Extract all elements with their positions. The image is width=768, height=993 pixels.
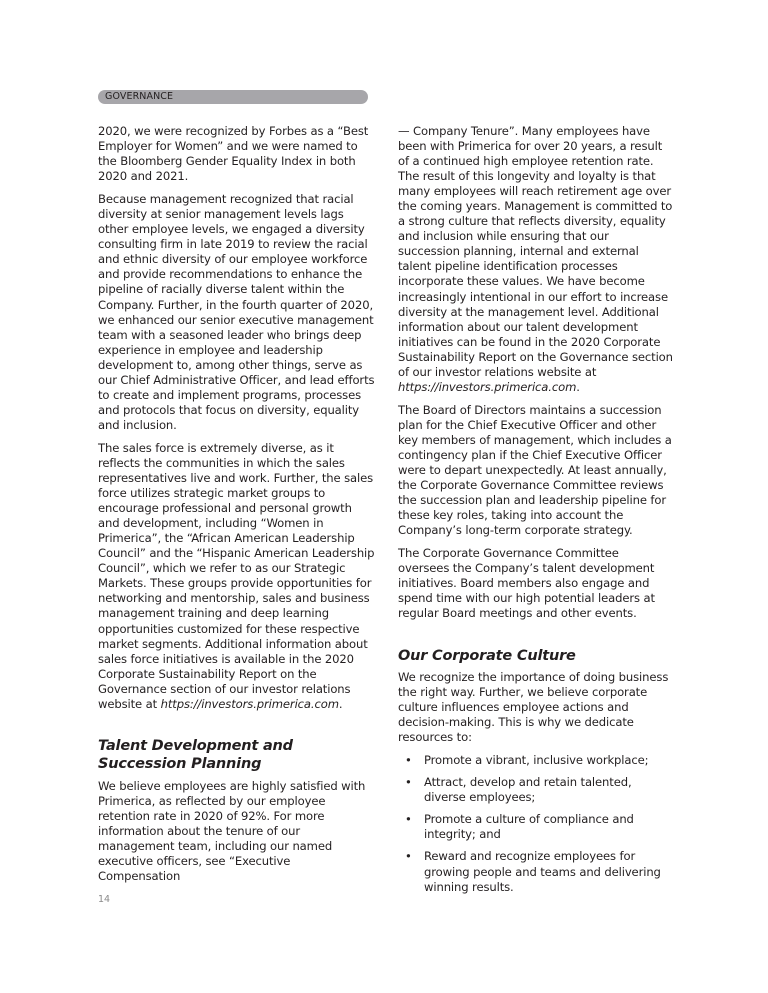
bullet-icon: • <box>405 775 412 790</box>
section-heading-talent-development: Talent Development and Succession Planning <box>98 737 293 773</box>
list-item-text: Reward and recognize employees for growing people and teams and delivering winning results. <box>424 849 661 894</box>
section-heading-corporate-culture: Our Corporate Culture <box>398 647 576 664</box>
culture-bullet-list <box>398 753 673 894</box>
paragraph <box>98 441 376 712</box>
section-header-bar <box>98 90 368 104</box>
investor-relations-link[interactable]: https://investors.primerica.com <box>160 696 339 711</box>
investor-relations-link[interactable]: https://investors.primerica.com <box>398 379 577 394</box>
bullet-icon: • <box>405 849 412 864</box>
list-item <box>398 775 673 805</box>
list-item <box>398 753 673 768</box>
left-column <box>98 124 376 892</box>
section-label: GOVERNANCE <box>105 91 174 102</box>
paragraph-end: . <box>338 696 343 711</box>
paragraph: Because management recognized that racial diversity at senior management levels lags other employee levels, we engaged a diversity consulting firm in late 2019 to review the racial and ethnic diversity of our employee workforce and provide recommendations to enhance the pipeline of racially diverse talent within the Company. Further, in the fourth quarter of 2020, we enhanced our senior executive management team with a seasoned leader who brings deep experience in employee and leadership development to, among other things, serve as our Chief Administrative Officer, and lead efforts to create and implement programs, processes and protocols that focus on diversity, equality and inclusion. <box>98 192 375 432</box>
bullet-icon: • <box>405 753 412 768</box>
list-item <box>398 849 673 894</box>
paragraph: We recognize the importance of doing business the right way. Further, we believe corporate culture influences employee actions and decision-making. This is why we dedicate resources to: <box>398 670 669 745</box>
paragraph: 2020, we were recognized by Forbes as a “Best Employer for Women” and we were named to the Bloomberg Gender Equality Index in both 2020 and 2021. <box>98 124 369 184</box>
list-item-text: Attract, develop and retain talented, diverse employees; <box>424 775 632 805</box>
list-item-text: Promote a culture of compliance and integrity; and <box>424 812 634 842</box>
paragraph <box>398 124 673 395</box>
paragraph: We believe employees are highly satisfied with Primerica, as reflected by our employee retention rate in 2020 of 92%. For more information about the tenure of our management team, including our named executive officers, see “Executive Compensation <box>98 778 366 884</box>
page-number: 14 <box>98 894 111 905</box>
bullet-icon: • <box>405 812 412 827</box>
right-column <box>398 124 673 902</box>
paragraph-end: . <box>576 379 580 394</box>
paragraph: The Corporate Governance Committee oversees the Company’s talent development initiatives. Board members also engage and spend time with our high potential leaders at regular Board meetings and other events. <box>398 546 655 621</box>
paragraph: The Board of Directors maintains a succession plan for the Chief Executive Officer and other key members of management, which includes a contingency plan if the Chief Executive Officer were to depart unexpectedly. At least annually, the Corporate Governance Committee reviews the succession plan and leadership pipeline for these key roles, taking into account the Company’s long-term corporate strategy. <box>398 402 672 538</box>
list-item <box>398 812 673 842</box>
paragraph-text: — Company Tenure”. Many employees have been with Primerica for over 20 years, a result of a continued high employee retention rate. The result of this longevity and loyalty is that many employees will reach retirement age over the coming years. Management is committed to a strong culture that reflects diversity, equality and inclusion while ensuring that our succession planning, internal and external talent pipeline identification processes incorporate these values. We have become increasingly intentional in our effort to increase diversity at the management level. Additional information about our talent development initiatives can be found in the 2020 Corporate Sustainability Report on the Governance section of our investor relations website at <box>398 124 673 379</box>
paragraph-text: The sales force is extremely diverse, as it reflects the communities in which the sales representatives live and work. Further, the sales force utilizes strategic market groups to encourage professional and personal growth and development, including “Women in Primerica”, the “African American Leadership Council” and the “Hispanic American Leadership Council”, which we refer to as our Strategic Markets. These groups provide opportunities for networking and mentorship, sales and business management training and deep learning opportunities customized for these respective market segments. Additional information about sales force initiatives is available in the 2020 Corporate Sustainability Report on the Governance section of our investor relations website at <box>98 440 375 711</box>
list-item-text: Promote a vibrant, inclusive workplace; <box>424 753 649 768</box>
